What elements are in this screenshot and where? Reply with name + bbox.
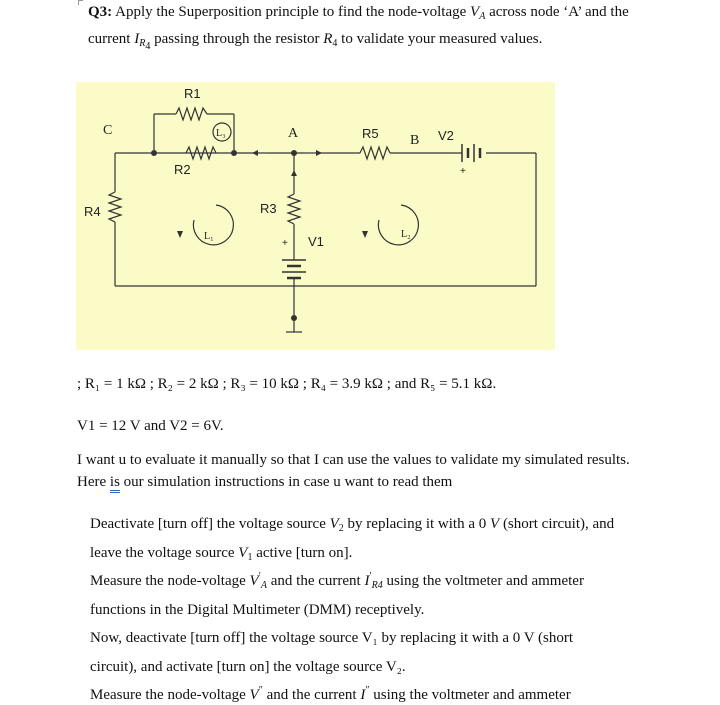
source-values: V1 = 12 V and V2 = 6V. bbox=[77, 418, 224, 434]
r3-current-arrow bbox=[291, 170, 297, 176]
instruction-line-6: circuit), and activate [turn on] the voltage source V₂. bbox=[90, 659, 406, 675]
request-line-2: Here is our simulation instructions in case u want to read them bbox=[77, 474, 452, 491]
label-r4: R4 bbox=[84, 204, 101, 219]
question-line-2: current $I_{R_4}$ passing through the resistor $R_4$ to validate your measured values. bbox=[88, 31, 543, 52]
r1-resistor bbox=[176, 108, 207, 120]
instruction-line-5: Now, deactivate [turn off] the voltage source V₁ by replacing it with a 0 V (short bbox=[90, 630, 574, 646]
node-dot-ground bbox=[291, 315, 297, 321]
instruction-line-2: leave the voltage source $V_1$ active [turn on]. bbox=[90, 545, 353, 563]
question-line-1: Q3: Apply the Superposition principle to find the node-voltage $V_A$ across node ‘A’ and the bbox=[88, 4, 629, 22]
label-node-c: C bbox=[103, 123, 113, 138]
grammar-mark-is: is bbox=[110, 474, 120, 493]
label-node-b: B bbox=[410, 133, 420, 148]
l2-arrowhead bbox=[362, 231, 368, 238]
label-r2: R2 bbox=[174, 162, 191, 177]
label-l3: L₃ bbox=[216, 128, 226, 139]
r4-resistor bbox=[109, 192, 121, 222]
v1-plus-sign: + bbox=[282, 238, 288, 249]
loop-l2-arrow bbox=[378, 205, 418, 245]
instruction-line-1: Deactivate [turn off] the voltage source $V_2$ by replacing it with a 0 V (short circuit), and bbox=[90, 516, 615, 534]
label-r3: R3 bbox=[260, 201, 277, 216]
r5-resistor bbox=[360, 147, 390, 159]
request-line-1: I want u to evaluate it manually so that I can use the values to validate my simulated results. bbox=[77, 452, 630, 468]
instruction-line-3: Measure the node-voltage $V'_A$ and the current $I'_{R4}$ using the voltmeter and ammeter bbox=[90, 571, 584, 591]
node-dot-a bbox=[291, 150, 297, 156]
current-arrow-left bbox=[252, 150, 258, 156]
label-r1: R1 bbox=[184, 86, 201, 101]
question-number: Q3: bbox=[88, 4, 113, 20]
instruction-line-4: functions in the Digital Multimeter (DMM) receptively. bbox=[90, 602, 425, 618]
label-r5: R5 bbox=[362, 126, 379, 141]
label-v2: V2 bbox=[438, 128, 454, 143]
label-l2: L₂ bbox=[401, 229, 411, 240]
current-arrow-right bbox=[316, 150, 322, 156]
label-node-a: A bbox=[288, 126, 299, 141]
l1-arrowhead bbox=[177, 231, 183, 238]
resistor-values: ; R₁ = 1 kΩ ; R₂ = 2 kΩ ; R₃ = 10 kΩ ; R₄ = 3.9 kΩ ; and R₅ = 5.1 kΩ. bbox=[77, 376, 497, 392]
node-dot-right bbox=[231, 150, 237, 156]
v2-plus-sign: + bbox=[460, 166, 466, 177]
circuit-svg bbox=[76, 82, 555, 350]
label-v1: V1 bbox=[308, 234, 324, 249]
junction-dots bbox=[151, 150, 297, 321]
page-corner-mark bbox=[78, 0, 83, 5]
instruction-line-7: Measure the node-voltage V″ and the current I″ using the voltmeter and ammeter bbox=[90, 685, 571, 703]
label-l1: L₁ bbox=[204, 231, 214, 242]
r3-resistor bbox=[288, 194, 300, 224]
node-dot-left bbox=[151, 150, 157, 156]
circuit-diagram bbox=[76, 82, 555, 350]
